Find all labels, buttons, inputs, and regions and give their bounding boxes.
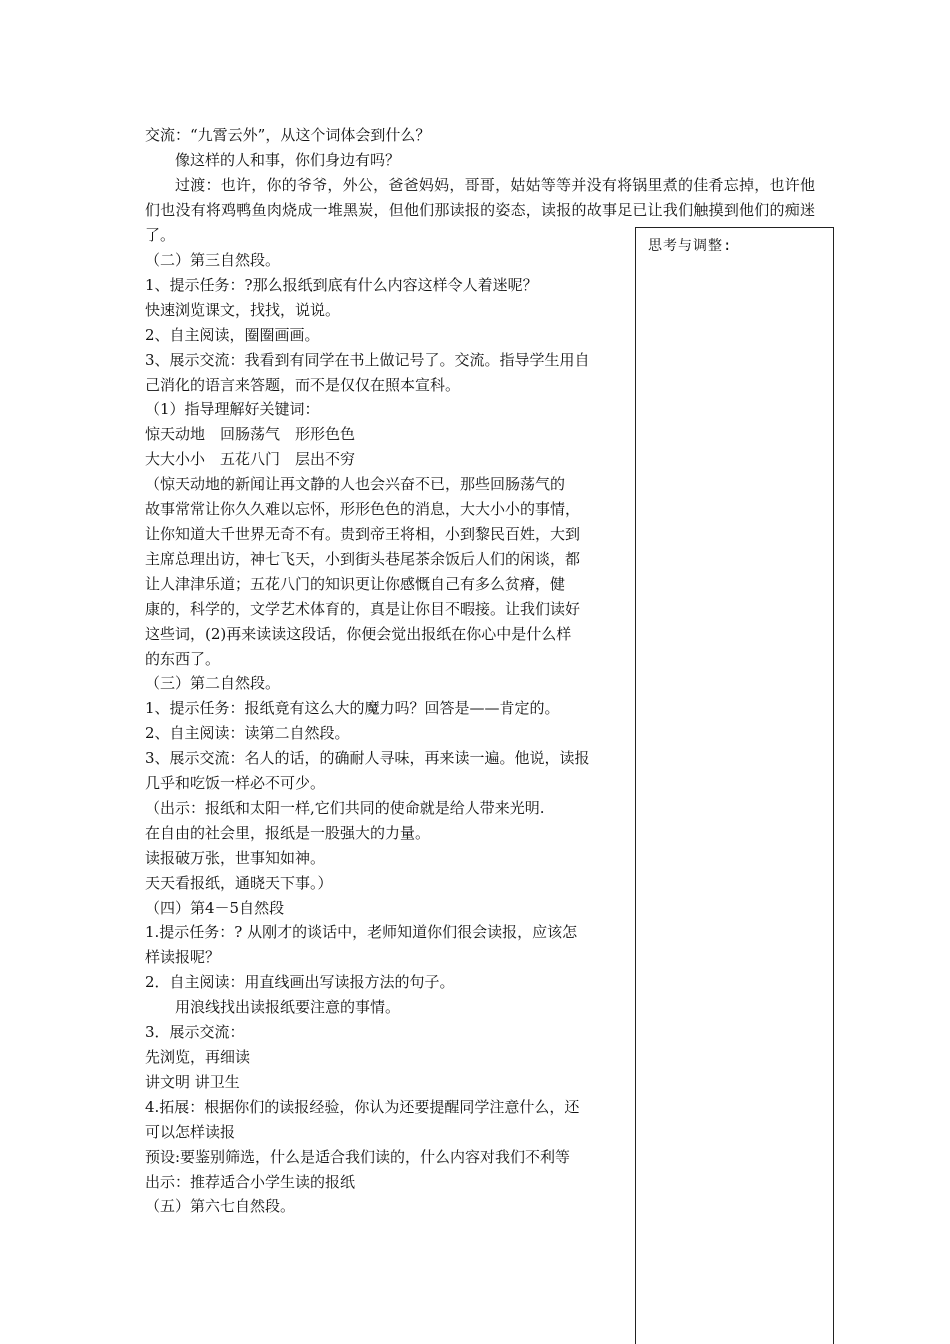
quote-line: （出示：报纸和太阳一样,它们共同的使命就是给人带来光明. [145, 798, 545, 817]
text-line: 2、自主阅读：读第二自然段。 [145, 724, 350, 743]
quote-line: 读报破万张，世事知如神。 [145, 848, 326, 867]
quote-line: 在自由的社会里，报纸是一股强大的力量。 [145, 823, 431, 842]
section-heading: （四）第4－5自然段 [145, 898, 285, 917]
text-line: 样读报呢？ [145, 948, 221, 967]
text-line: 快速浏览课文，找找，说说。 [145, 300, 341, 319]
section-heading: （三）第二自然段。 [145, 674, 281, 693]
text-line: 3、展示交流：名人的话，的确耐人寻味，再来读一遍。他说，读报 [145, 749, 590, 768]
text-line: 3．展示交流： [145, 1023, 245, 1042]
transition-paragraph: 过渡：也许，你的爷爷，外公，爸爸妈妈，哥哥，姑姑等等并没有将锅里煮的佳肴忘掉，也许他们也没有将鸡鸭鱼肉烧成一堆黑炭，但他们那读报的姿态，读报的故事足已让我们触摸到他们的痴迷了。 [145, 176, 815, 244]
text-line: 故事常常让你久久难以忘怀，形形色色的消息，大大小小的事情， [145, 500, 581, 519]
text-line: 的东西了。 [145, 649, 221, 668]
text-line: （1）指导理解好关键词： [145, 400, 320, 419]
reflection-notes-box [635, 227, 834, 1344]
text-line: 4.拓展：根据你们的读报经验，你认为还要提醒同学注意什么，还 [145, 1097, 580, 1116]
text-line: 讲文明 讲卫生 [145, 1072, 240, 1091]
quote-line: 天天看报纸，通晓天下事。） [145, 873, 333, 892]
text-line: 这些词，(2)再来读读这段话，你便会觉出报纸在你心中是什么样 [145, 624, 572, 643]
text-line: （惊天动地的新闻让再文静的人也会兴奋不已，那些回肠荡气的 [145, 475, 566, 494]
keywords-line: 大大小小 五花八门 层出不穷 [145, 450, 356, 469]
text-line: 2、自主阅读，圈圈画画。 [145, 325, 320, 344]
text-line: 主席总理出访，神七飞天，小到街头巷尾茶余饭后人们的闲谈，都 [145, 549, 581, 568]
keywords-line: 惊天动地 回肠荡气 形形色色 [145, 425, 356, 444]
text-line: 1.提示任务：? 从刚才的谈话中，老师知道你们很会读报，应该怎 [145, 923, 578, 942]
text-line: 出示：推荐适合小学生读的报纸 [145, 1172, 356, 1191]
text-line: 让人津津乐道；五花八门的知识更让你感慨自己有多么贫瘠，健 [145, 574, 566, 593]
section-heading: （五）第六七自然段。 [145, 1197, 296, 1216]
section-heading: （二）第三自然段。 [145, 251, 281, 269]
text-line: 3、展示交流：我看到有同学在书上做记号了。交流。指导学生用自 [145, 350, 590, 369]
text-line: 可以怎样读报 [145, 1122, 236, 1141]
text-line: 先浏览，再细读 [145, 1048, 251, 1066]
notes-title: 思考与调整: [648, 238, 733, 254]
text-line: 康的，科学的，文学艺术体育的，真是让你目不暇接。让我们读好 [145, 599, 581, 618]
text-line: 己消化的语言来答题，而不是仅仅在照本宣科。 [145, 375, 461, 394]
discussion-line: 交流：“九霄云外”，从这个词体会到什么？ [145, 126, 431, 144]
text-line: 用浪线找出读报纸要注意的事情。 [145, 998, 401, 1017]
text-line: 让你知道大千世界无奇不有。贵到帝王将相，小到黎民百姓，大到 [145, 524, 581, 543]
text-line: 1、提示任务：?那么报纸到底有什么内容这样令人着迷呢？ [145, 275, 538, 294]
lesson-content [145, 248, 625, 1219]
question-line: 像这样的人和事，你们身边有吗？ [175, 151, 401, 169]
text-line: 预设:要鉴别筛选，什么是适合我们读的，什么内容对我们不利等 [145, 1147, 571, 1166]
text-line: 1、提示任务：报纸竟有这么大的魔力吗？回答是——肯定的。 [145, 699, 560, 718]
text-line: 几乎和吃饭一样必不可少。 [145, 774, 326, 793]
text-line: 2．自主阅读：用直线画出写读报方法的句子。 [145, 973, 455, 992]
